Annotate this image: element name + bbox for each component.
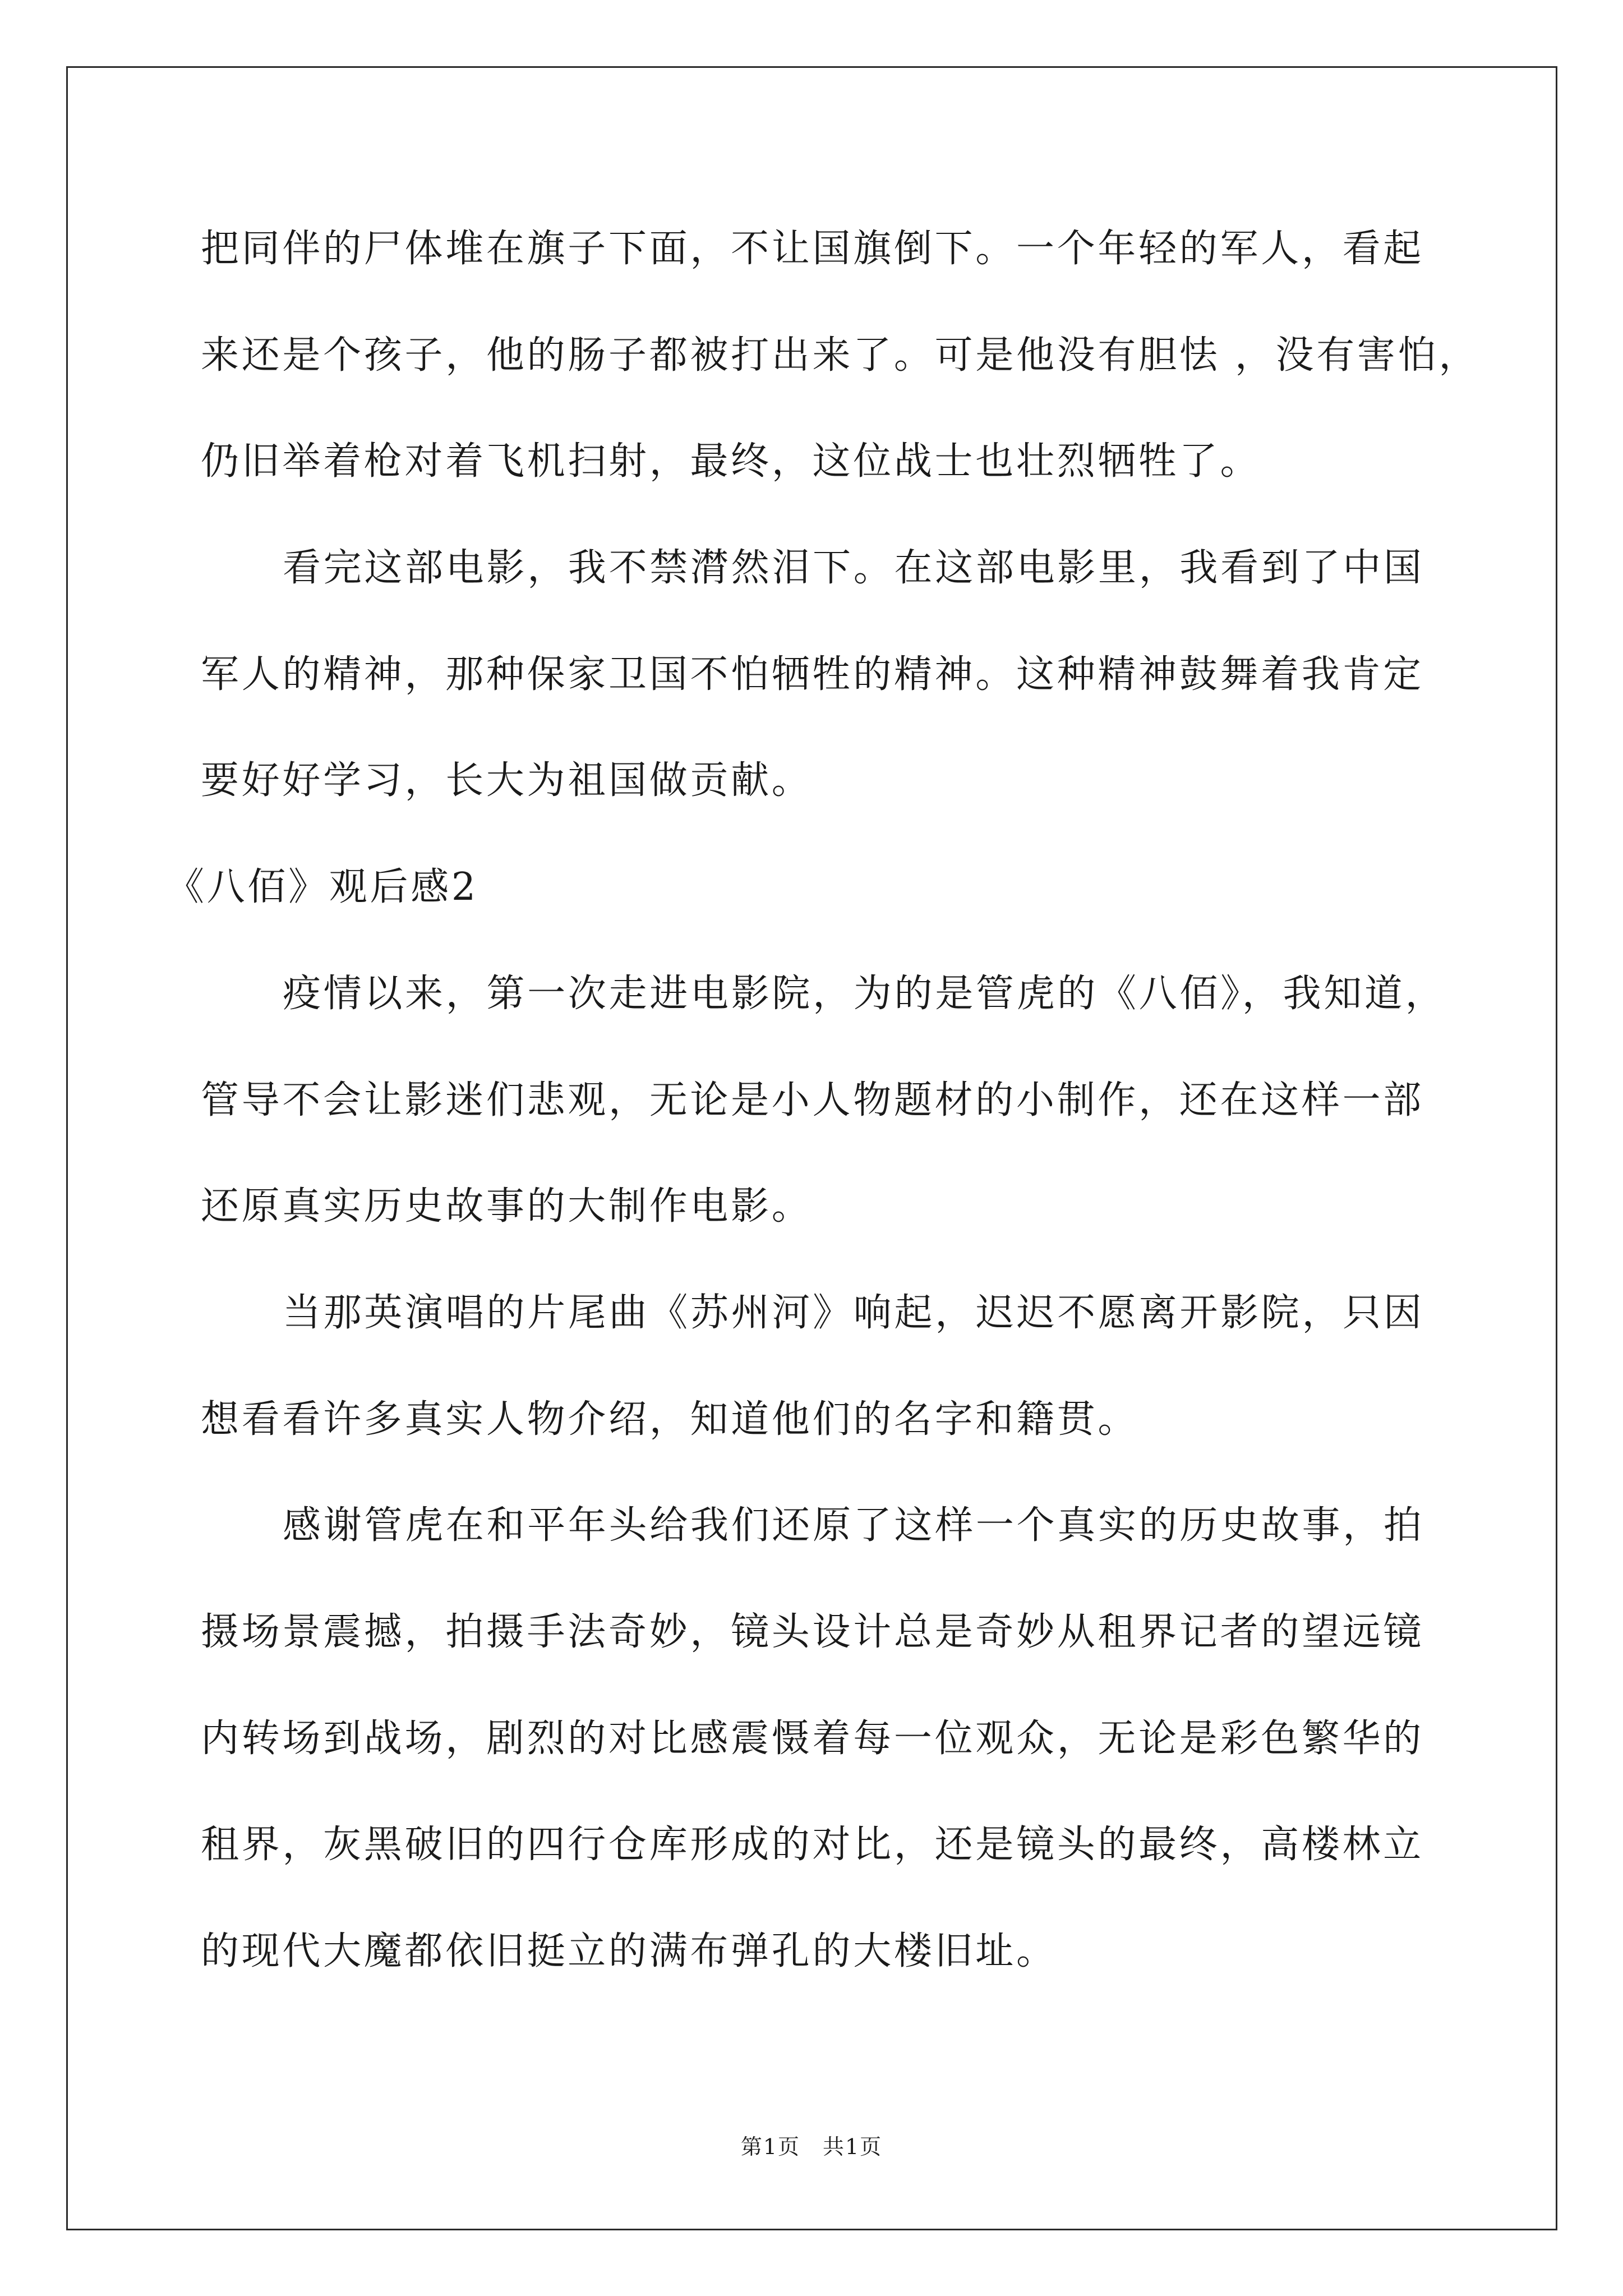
- paragraph: [0, 1260, 1623, 1473]
- paragraph: [0, 196, 1623, 515]
- text-line: 的现代大魔都依旧挺立的满布弹孔的大楼旧址。: [201, 1929, 1057, 1973]
- page-footer: 第1页 共1页: [740, 2134, 883, 2159]
- text-line: 租界，灰黑破旧的四行仓库形成的对比，还是镜头的最终，高楼林立: [201, 1823, 1424, 1867]
- text-line: 内转场到战场，剧烈的对比感震慑着每一位观众，无论是彩色繁华的: [201, 1716, 1424, 1761]
- text-line: 当那英演唱的片尾曲《苏州河》响起，迟迟不愿离开影院，只因: [283, 1290, 1424, 1335]
- text-line: 把同伴的尸体堆在旗子下面，不让国旗倒下。一个年轻的军人，看起: [201, 227, 1424, 271]
- text-line: 来还是个孩子，他的肠子都被打出来了。可是他没有胆怯 ，没有害怕，: [201, 333, 1480, 378]
- paragraph: [0, 941, 1623, 1260]
- text-line: 看完这部电影，我不禁潸然泪下。在这部电影里，我看到了中国: [283, 546, 1424, 591]
- text-line: 还原真实历史故事的大制作电影。: [201, 1184, 813, 1229]
- paragraph: [0, 515, 1623, 834]
- text-line: 疫情以来，第一次走进电影院，为的是管虎的《八佰》，我知道，: [283, 971, 1446, 1016]
- text-line: 想看看许多真实人物介绍，知道他们的名字和籍贯。: [201, 1397, 1139, 1442]
- document-body: [0, 196, 1623, 2005]
- text-line: 摄场景震撼，拍摄手法奇妙，镜头设计总是奇妙从租界记者的望远镜: [201, 1609, 1424, 1654]
- text-line: 管导不会让影迷们悲观，无论是小人物题材的小制作，还在这样一部: [201, 1078, 1424, 1122]
- paragraph: [0, 1473, 1623, 2004]
- text-line: 仍旧举着枪对着飞机扫射，最终，这位战士也壮烈牺牲了。: [201, 439, 1261, 484]
- text-line: 要好好学习，长大为祖国做贡献。: [201, 758, 813, 803]
- section-heading: 《八佰》观后感2: [166, 865, 478, 910]
- text-line: 感谢管虎在和平年头给我们还原了这样一个真实的历史故事，拍: [283, 1503, 1424, 1548]
- text-line: 军人的精神，那种保家卫国不怕牺牲的精神。这种精神鼓舞着我肯定: [201, 652, 1424, 697]
